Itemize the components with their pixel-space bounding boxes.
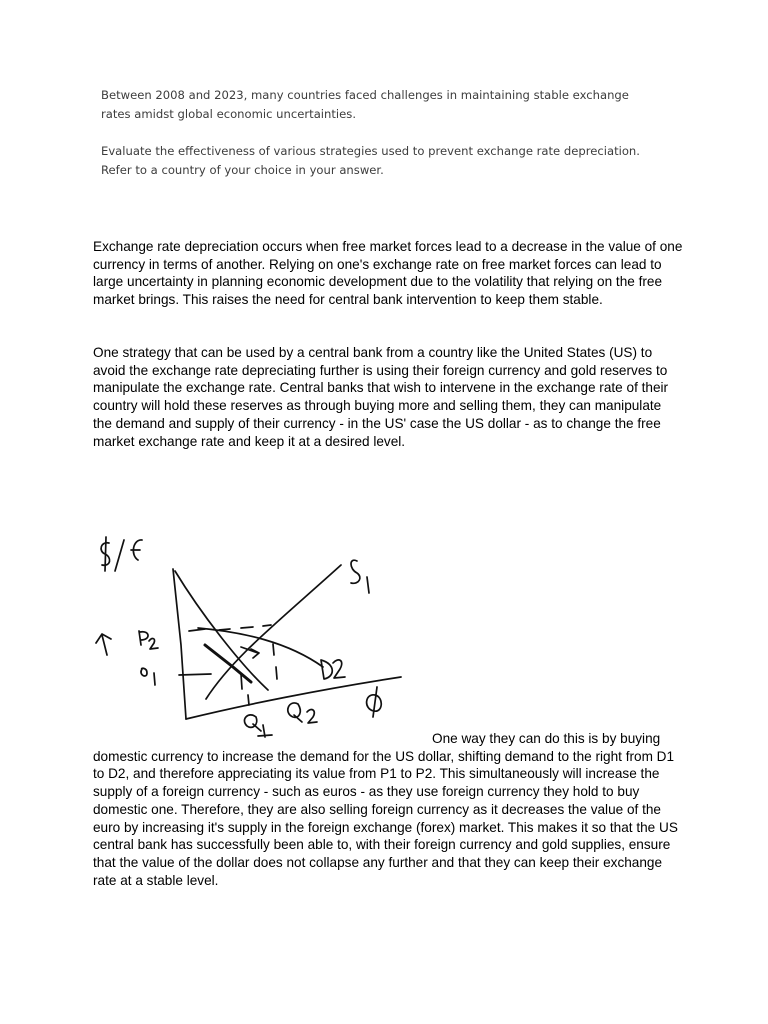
- quantity-high-label: [288, 703, 317, 723]
- answer-paragraph-1: [93, 238, 683, 309]
- answer-paragraph-3: [93, 748, 683, 890]
- question-intro: Between 2008 and 2023, many countries faced challenges in maintaining stable exchange rates amidst global economic uncertainties.: [101, 88, 629, 121]
- y-axis-line: [173, 569, 186, 719]
- demand-curve-d2: [198, 628, 323, 667]
- intersection-mark: [205, 645, 251, 682]
- answer-paragraph-1-text: Exchange rate depreciation occurs when free market forces lead to a decrease in the value of one currency in terms of another. Relying on one's exchange rate on free market forces can lead to large uncertainty in planning economic development due to the volatility that relying on the free market brings. This raises the need for central bank intervention to keep them stable.: [93, 239, 683, 308]
- price-p1-line: [179, 674, 211, 675]
- question-prompt: Evaluate the effectiveness of various strategies used to prevent exchange rate depreciation. Refer to a country of your choice in your answer.: [101, 144, 640, 177]
- answer-paragraph-3-text: domestic currency to increase the demand for the US dollar, shifting demand to the right from D1 to D2, and therefore appreciating its value from P1 to P2. This simultaneously will increase the supply of a foreign currency - such as euros - as they use foreign currency they hold to buy domestic one. Therefore, they are also selling foreign currency as it decreases the value of the euro by increasing it's supply in the foreign exchange (forex) market. This makes it so that the US central bank has successfully been able to, with their foreign currency and gold supplies, ensure that the value of the dollar does not collapse any further and that they can keep their exchange rate at a stable level.: [93, 748, 678, 888]
- question-block: [101, 86, 661, 198]
- answer-paragraph-2-text: One strategy that can be used by a central bank from a country like the United States (US) to avoid the exchange rate depreciating further is using their foreign currency and gold reserves to manipulate the exchange rate. Central banks that wish to intervene in the exchange rate of their country will hold these reserves as through buying more and selling them, they can manipulate the demand and supply of their currency - in the US' case the US dollar - as to change the free market exchange rate and keep it at a desired level.: [93, 345, 669, 449]
- q2-ticks: [273, 644, 277, 679]
- answer-paragraph-2: [93, 344, 683, 450]
- quantity-low-label: [244, 715, 272, 737]
- y-axis-label: [101, 537, 142, 571]
- forex-diagram-sketch: [93, 527, 431, 739]
- up-arrow-icon: [96, 634, 111, 655]
- answer-paragraph-3-first-line-text: One way they can do this is by buying: [432, 731, 661, 746]
- price-low-label: [141, 668, 155, 685]
- price-high-label: [139, 631, 158, 649]
- supply-label: [351, 560, 369, 593]
- x-axis-label: [367, 687, 382, 717]
- demand-new-label: [321, 660, 345, 679]
- answer-paragraph-3-first-line: [432, 730, 692, 748]
